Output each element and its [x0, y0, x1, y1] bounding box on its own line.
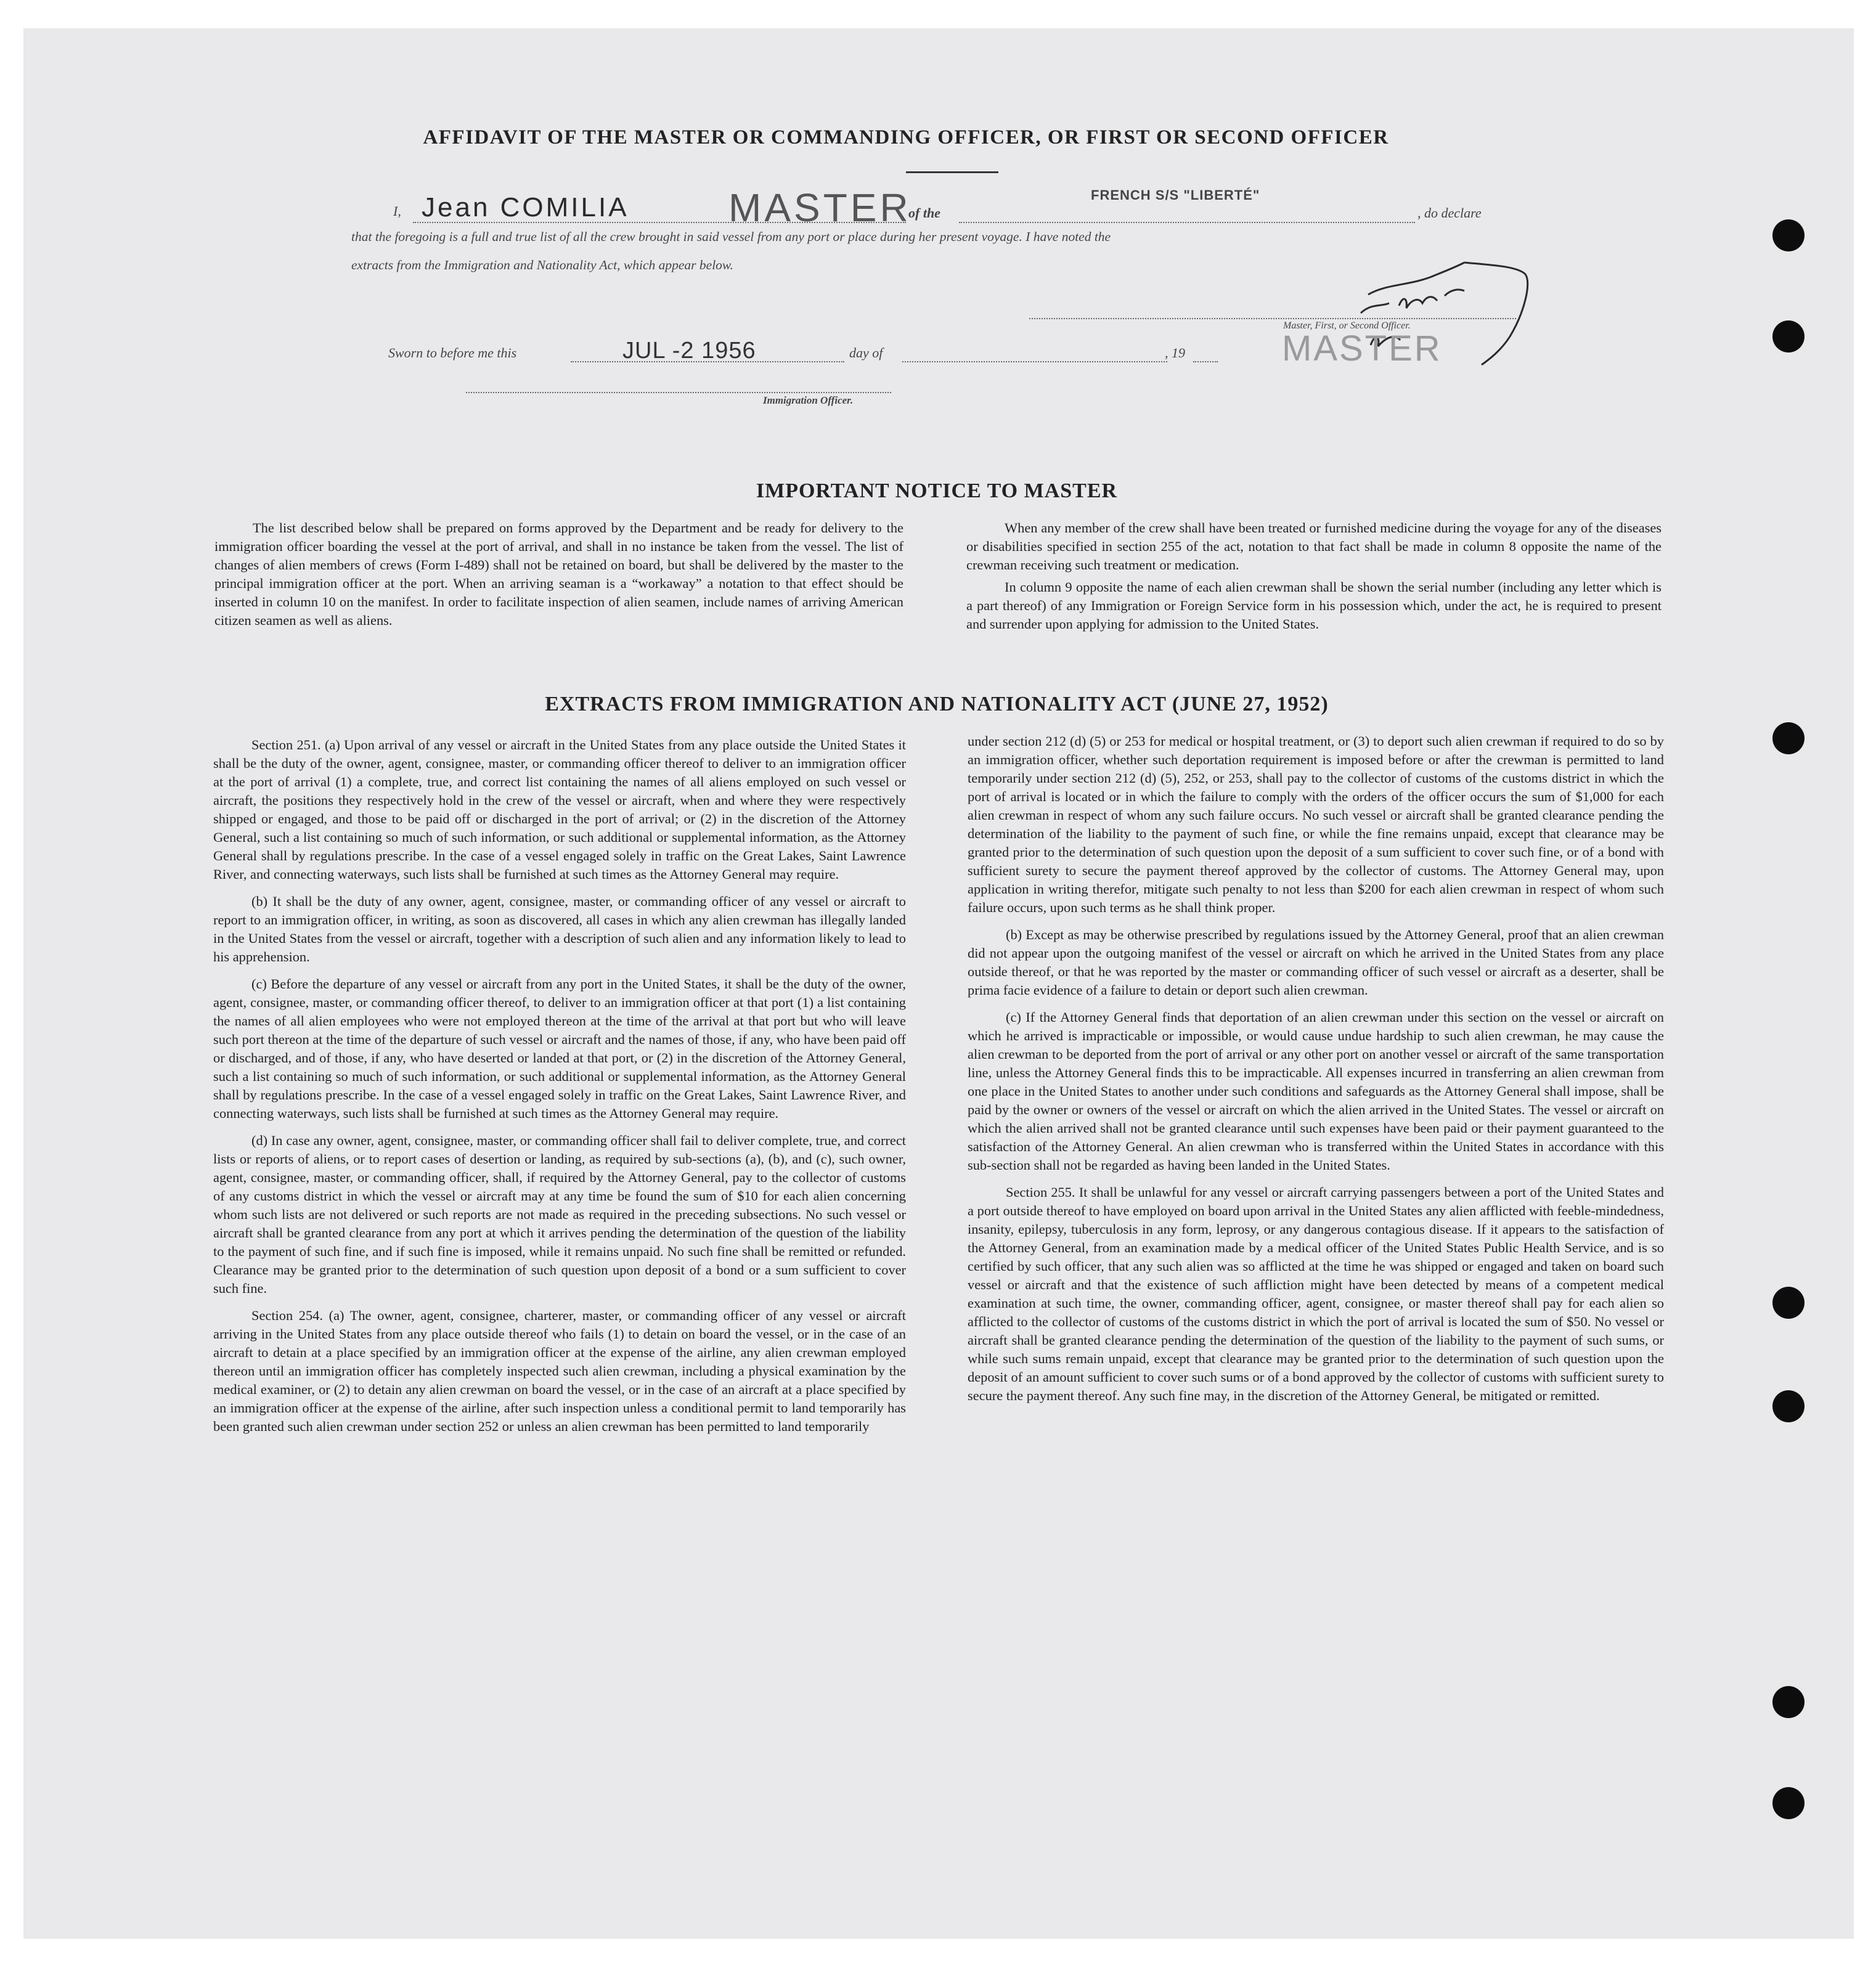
section-254-b: (b) Except as may be otherwise prescribed by regulations issued by the Attorney General, proof that an alien crewman did not appear upon the outgoing manifest of the vessel or aircraft on which he arrived in the United States from any place outside thereof, or that he was reported by the master or commanding officer of such vessel or aircraft as a deserter, shall be prima facie evidence of a failure to detain or deport such alien crewman.	[968, 927, 1664, 998]
affidavit-title: AFFIDAVIT OF THE MASTER OR COMMANDING OFFICER, OR FIRST OR SECOND OFFICER	[423, 126, 1389, 149]
year-label: , 19	[1165, 345, 1185, 361]
binder-hole	[1772, 1787, 1805, 1819]
extracts-right-column	[968, 732, 1664, 1414]
immigration-officer-label: Immigration Officer.	[763, 394, 854, 406]
binder-hole	[1772, 1390, 1805, 1422]
notice-title: IMPORTANT NOTICE TO MASTER	[756, 479, 1118, 502]
notice-paragraph: In column 9 opposite the name of each alien crewman shall be shown the serial number (including any letter which is a part thereof) of any Immigration or Foreign Service form in his possession which, under the act, he is required to present and surrender upon applying for admission to the United States.	[966, 579, 1662, 632]
year-underline	[1193, 361, 1218, 362]
binder-hole	[1772, 320, 1805, 352]
of-the-label: of the	[908, 205, 940, 221]
section-251-c: (c) Before the departure of any vessel or aircraft from any port in the United States, it shall be the duty of the owner, agent, consignee, master, or commanding officer thereof, to deliver to an immigration officer at that port (1) a list containing the names of all alien employees who were not employed thereon at the time of the arrival at that port but who will leave such port thereon at the time of the departure of such vessel or aircraft and the names of those, if any, who have been paid off or discharged, and of those, if any, who have deserted or landed at that port, or (2) in the discretion of the Attorney General, such a list containing so much of such information, or such additional or supplemental information, as the Attorney General shall by regulations prescribe. In the case of a vessel engaged solely in traffic on the Great Lakes, Saint Lawrence River, and connecting waterways, such lists shall be furnished at such times as the Attorney General may require.	[213, 976, 906, 1121]
sworn-date-stamp: JUL -2 1956	[622, 338, 756, 364]
binder-hole	[1772, 1686, 1805, 1718]
vessel-underline	[959, 222, 1415, 223]
extracts-title: EXTRACTS FROM IMMIGRATION AND NATIONALITY ACT (JUNE 27, 1952)	[545, 693, 1329, 715]
notice-left-column	[214, 519, 903, 634]
signature-caption: Master, First, or Second Officer.	[1283, 320, 1411, 331]
officer-name: Jean COMILIA	[422, 192, 629, 222]
sworn-label: Sworn to before me this	[388, 345, 517, 361]
signature-line	[1029, 318, 1516, 319]
notice-paragraph: The list described below shall be prepared on forms approved by the Department and be ready for delivery to the immigration officer boarding the vessel at the port of arrival, and shall in no instance be taken from the vessel. The list of changes of alien members of crews (Form I-489) shall not be retained on board, but shall be delivered by the master to the principal immigration officer at the port. When an arriving seaman is a “workaway” a notation to that effect should be inserted in column 10 on the manifest. In order to facilitate inspection of alien seamen, include names of arriving American citizen seamen as well as aliens.	[214, 520, 903, 628]
extracts-left-column	[213, 736, 906, 1444]
notice-right-column	[966, 519, 1662, 637]
master-stamp: MASTER	[1282, 328, 1442, 369]
day-of-underline	[902, 361, 1167, 362]
section-254-a: Section 254. (a) The owner, agent, consignee, charterer, master, or commanding officer of any vessel or aircraft arriving in the United States from any place outside thereof who fails (1) to detain on board the vessel, or in the case of an aircraft to detain at a place specified by an immigration officer at the expense of the airline, any alien crewman employed thereon until an immigration officer has completely inspected such alien crewman, including a physical examination by the medical examiner, or (2) to detain any alien crewman on board the vessel, or in the case of an aircraft at a place specified by an immigration officer at the expense of the airline, after such inspection unless a conditional permit to land temporarily has been granted such alien crewman under section 252 or unless an alien crewman has been permitted to land temporarily	[213, 1308, 906, 1434]
notice-paragraph: When any member of the crew shall have been treated or furnished medicine during the voyage for any of the diseases or disabilities specified in section 255 of the act, notation to that fact shall be made in column 8 opposite the name of the crewman receiving such treatment or medication.	[966, 520, 1662, 572]
i-label: I,	[393, 203, 401, 219]
binder-hole	[1772, 1287, 1805, 1319]
immigration-officer-line	[466, 392, 891, 393]
section-255: Section 255. It shall be unlawful for any vessel or aircraft carrying passengers between a port of the United States and a port outside thereof to have employed on board upon arrival in the United States any alien afflicted with feeble-mindedness, insanity, epilepsy, tuberculosis in any form, leprosy, or any dangerous contagious disease. If it appears to the satisfaction of the Attorney General, from an examination made by a medical officer of the United States Public Health Service, and is so certified by such officer, that any such alien was so afflicted at the time he was shipped or engaged and taken on board such vessel or aircraft and that the existence of such affliction might have been detected by means of a competent medical examination at such time, the owner, commanding officer, agent, consignee, or master thereof shall pay for each alien so afflicted to the collector of customs of the customs district in which the port of arrival is located the sum of $50. No vessel or aircraft shall be granted clearance pending the determination of the question of the liability to the payment of such sums, or while such sums remain unpaid, except that clearance may be granted prior to the determination of such question upon the deposit of an amount sufficient to cover such sums or of a bond approved by the collector of customs with sufficient surety to secure the payment thereof. Any such fine may, in the discretion of the Attorney General, be mitigated or remitted.	[968, 1184, 1664, 1403]
title-divider	[906, 171, 998, 173]
section-254-a-continued: under section 212 (d) (5) or 253 for medical or hospital treatment, or (3) to deport such alien crewman if required to do so by an immigration officer, whether such deportation requirement is imposed before or after the crewman is permitted to land temporarily under section 212 (d) (5), 252, or 253, shall pay to the collector of customs of the customs district in which the port of arrival is located or in which the failure to comply with the orders of the officer occurs the sum of $1,000 for each alien crewman in respect of whom any such failure occurs. No such vessel or aircraft shall be granted clearance pending the determination of the liability to the payment of such fine, or while the fine remains unpaid, except that clearance may be granted prior to the determination of such question upon the deposit of a sum sufficient to cover such fine, or of a bond with sufficient surety to secure the payment thereof approved by the collector of customs. The Attorney General may, upon application in writing therefor, mitigate such penalty to not less than $200 for each alien crewman in respect of whom such failure occurs, upon such terms as he shall think proper.	[968, 733, 1664, 915]
do-declare-label: , do declare	[1417, 205, 1482, 221]
master-rank-stamp: MASTER	[728, 185, 911, 230]
declaration-line-1: that the foregoing is a full and true list of all the crew brought in said vessel from any port or place during her present voyage. I have noted the	[351, 229, 1111, 244]
section-251-a: Section 251. (a) Upon arrival of any vessel or aircraft in the United States from any place outside the United States it shall be the duty of the owner, agent, consignee, master, or commanding officer thereof to deliver to an immigration officer at the port of arrival (1) a complete, true, and correct list containing the names of all aliens employed on such vessel or aircraft, the positions they respectively hold in the crew of the vessel or aircraft, when and where they were respectively shipped or engaged, and those to be paid off or discharged in the port of arrival; or (2) in the discretion of the Attorney General, such a list containing so much of such information, or such additional or supplemental information, as the Attorney General shall by regulations prescribe. In the case of a vessel engaged solely in traffic on the Great Lakes, Saint Lawrence River, and connecting waterways, such lists shall be furnished at such times as the Attorney General may require.	[213, 737, 906, 882]
section-251-b: (b) It shall be the duty of any owner, agent, consignee, master, or commanding officer of any vessel or aircraft to report to an immigration officer, in writing, as soon as discovered, all cases in which any alien crewman has illegally landed in the United States from the vessel or aircraft, together with a description of such alien and any information likely to lead to his apprehension.	[213, 894, 906, 964]
binder-hole	[1772, 722, 1805, 754]
declaration-line-2: extracts from the Immigration and Nationality Act, which appear below.	[351, 258, 734, 272]
binder-hole	[1772, 219, 1805, 251]
section-254-c: (c) If the Attorney General finds that deportation of an alien crewman under this section on the vessel or aircraft on which he arrived is impracticable or impossible, or would cause undue hardship to such alien crewman, he may cause the alien crewman to be deported from the port of arrival or any other port on another vessel or aircraft of the same transportation line, unless the Attorney General finds this to be impracticable. All expenses incurred in transferring an alien crewman from one place in the United States to another under such conditions and safeguards as the Attorney General shall impose, shall be paid by the owner or owners of the vessel or aircraft on which the alien arrived in the United States. The vessel or aircraft on which the alien arrived shall not be granted clearance until such expenses have been paid or their payment guaranteed to the satisfaction of the Attorney General. An alien crewman who is transferred within the United States in accordance with this sub-section shall not be regarded as having been landed in the United States.	[968, 1009, 1664, 1173]
vessel-name: FRENCH S/S "LIBERTÉ"	[1091, 187, 1260, 203]
day-of-label: day of	[849, 345, 883, 361]
section-251-d: (d) In case any owner, agent, consignee, master, or commanding officer shall fail to deliver complete, true, and correct lists or reports of aliens, or to report cases of desertion or landing, as required by sub-sections (a), (b), and (c), such owner, agent, consignee, master, or commanding officer, shall, if required by the Attorney General, pay to the collector of customs of any customs district in which the vessel or aircraft may at any time be found the sum of $10 for each alien concerning whom such lists are not delivered or such reports are not made as required in the preceding subsections. No such vessel or aircraft shall be granted clearance from any port at which it arrives pending the determination of the question of the liability to the payment of such fine, and if such fine is imposed, while it remains unpaid. No such fine shall be remitted or refunded. Clearance may be granted prior to the determination of such question upon deposit of a bond or a sum sufficient to cover such fine.	[213, 1133, 906, 1296]
